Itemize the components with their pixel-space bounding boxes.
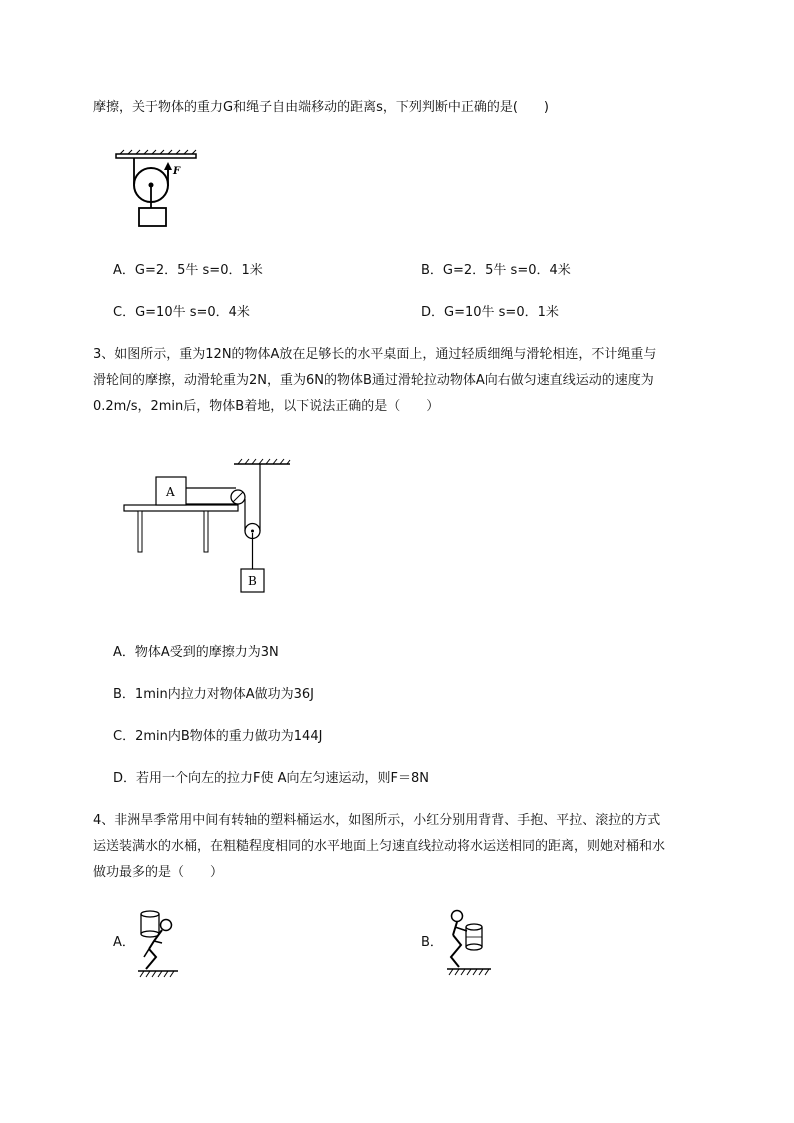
q2-force-label: F	[173, 166, 181, 177]
q3-stem-line2: 滑轮间的摩擦，动滑轮重为2N，重为6N的物体B通过滑轮拉动物体A向右做匀速直线运动的速度为	[93, 373, 654, 388]
q3-option-b: B．1min内拉力对物体A做功为36J	[113, 687, 314, 702]
q2-stem-tail: 摩擦，关于物体的重力G和绳子自由端移动的距离s，下列判断中正确的是( )	[93, 100, 549, 115]
q4-option-a-label: A．	[113, 935, 135, 950]
q2-option-d: D．G=10牛 s=0．1米	[421, 305, 559, 320]
q4-stem-line2: 运送装满水的水桶，在粗糙程度相同的水平地面上匀速直线拉动将水运送相同的距离，则她对桶和水	[93, 839, 666, 854]
q3-option-c: C．2min内B物体的重力做功为144J	[113, 729, 323, 744]
q2-option-b: B．G=2．5牛 s=0．4米	[421, 263, 571, 278]
q4-stem-line1: 4、非洲旱季常用中间有转轴的塑料桶运水，如图所示，小红分别用背背、手抱、平拉、滚拉的方式	[93, 813, 661, 828]
q4-option-a-figure	[132, 905, 182, 985]
q3-block-a-label: A	[166, 485, 175, 499]
q2-option-c: C．G=10牛 s=0．4米	[113, 305, 250, 320]
q3-stem-line3: 0.2m/s，2min后，物体B着地，以下说法正确的是（ ）	[93, 399, 440, 414]
q4-stem-line3: 做功最多的是（ ）	[93, 865, 224, 880]
q3-block-b-label: B	[248, 574, 257, 588]
q3-option-d: D．若用一个向左的拉力F使 A向左匀速运动，则F＝8N	[113, 771, 429, 786]
q2-option-a: A．G=2．5牛 s=0．1米	[113, 263, 263, 278]
q3-stem-line1: 3、如图所示，重为12N的物体A放在足够长的水平桌面上，通过轻质细绳与滑轮相连，不计绳重与	[93, 347, 657, 362]
q3-table-pulley-figure	[120, 455, 300, 601]
q4-option-b-figure	[441, 905, 497, 985]
q2-pulley-figure	[112, 148, 202, 236]
q3-option-a: A．物体A受到的摩擦力为3N	[113, 645, 279, 660]
q4-option-b-label: B．	[421, 935, 443, 950]
